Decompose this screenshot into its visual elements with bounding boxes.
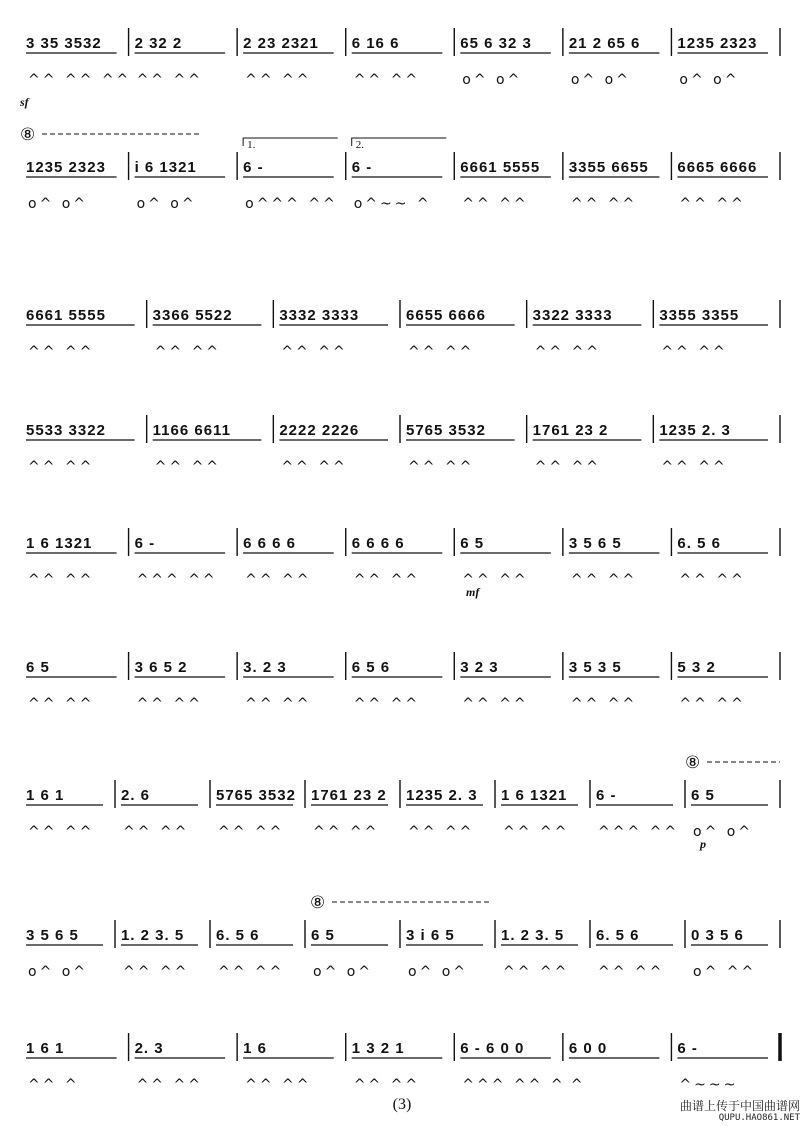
articulation-marks: o^ o^ bbox=[693, 824, 754, 840]
jianpu-notes: 6. 5 6 bbox=[596, 927, 640, 944]
articulation-marks: ^^ ^^ bbox=[281, 459, 348, 475]
jianpu-notes: 2 32 2 bbox=[134, 35, 183, 52]
jianpu-notes: 6665 6666 bbox=[677, 159, 758, 176]
jianpu-notes: i 6 1321 bbox=[134, 159, 197, 176]
dynamic-marking: p bbox=[700, 837, 706, 851]
articulation-marks: ^^ ^^ bbox=[408, 824, 475, 840]
articulation-marks: ^^ ^^ bbox=[136, 1077, 203, 1090]
dynamic-marking: mf bbox=[466, 585, 480, 599]
jianpu-notes: 6 0 0 bbox=[568, 1040, 608, 1057]
articulation-marks: o^ o^ bbox=[679, 72, 740, 88]
jianpu-notes: 6 6 6 6 bbox=[351, 535, 405, 552]
jianpu-notes: 6. 5 6 bbox=[216, 927, 260, 944]
jianpu-notes: 3366 5522 bbox=[152, 307, 233, 324]
articulation-marks: ^^ ^^ bbox=[570, 572, 638, 588]
articulation-marks: ^^ ^^ bbox=[245, 696, 312, 712]
articulation-marks: ^^ ^^ bbox=[123, 824, 190, 840]
articulation-marks: ^^ ^^ bbox=[28, 459, 95, 475]
articulation-marks: ^^ ^^ bbox=[570, 696, 638, 712]
jianpu-notes: 6 - 6 0 0 bbox=[460, 1040, 525, 1057]
jianpu-notes: 5765 3532 bbox=[406, 422, 486, 439]
jianpu-notes: 6661 5555 bbox=[460, 159, 541, 176]
jianpu-notes: 3 2 3 bbox=[460, 659, 499, 676]
jianpu-notes: 1761 23 2 bbox=[311, 787, 387, 804]
jianpu-notes: 6 - bbox=[596, 787, 617, 804]
articulation-marks: ^^ ^^ bbox=[245, 72, 312, 88]
articulation-marks: ^^ ^^ bbox=[661, 344, 728, 360]
articulation-marks: ^^ ^^ bbox=[353, 72, 421, 88]
jianpu-notes: 6 5 bbox=[311, 927, 335, 944]
articulation-marks: o^ o^ bbox=[408, 964, 469, 980]
watermark-text: 曲谱上传于中国曲谱网 bbox=[679, 1099, 800, 1113]
octave-marker: ⑧ bbox=[310, 893, 326, 913]
articulation-marks: o^ o^ bbox=[462, 72, 523, 88]
jianpu-notes: 3 35 3532 bbox=[26, 35, 102, 52]
volta-label: 2. bbox=[355, 139, 364, 151]
articulation-marks: ^^ ^^ bbox=[534, 344, 602, 360]
articulation-marks: ^^ ^^ bbox=[353, 572, 421, 588]
articulation-marks: ^^ ^^ ^^ bbox=[28, 72, 132, 88]
articulation-marks: ^^ ^^ bbox=[136, 72, 203, 88]
jianpu-notes: 1 6 bbox=[243, 1040, 268, 1057]
articulation-marks: ^^ ^^ bbox=[462, 696, 529, 712]
articulation-marks: ^^ ^^ bbox=[154, 459, 222, 475]
articulation-marks: ^^ ^^ bbox=[679, 696, 746, 712]
articulation-marks: ^^ ^^ bbox=[503, 824, 570, 840]
articulation-marks: ^^ ^^ bbox=[462, 572, 529, 588]
jianpu-notes: 5765 3532 bbox=[216, 787, 296, 804]
jianpu-notes: 2. 3 bbox=[134, 1040, 164, 1057]
jianpu-notes: 6661 5555 bbox=[26, 307, 106, 324]
jianpu-notes: 1 6 1321 bbox=[26, 535, 93, 552]
jianpu-notes: 1166 6611 bbox=[152, 422, 231, 439]
jianpu-notes: 3 6 5 2 bbox=[134, 659, 188, 676]
page-number: (3) bbox=[392, 1096, 412, 1113]
jianpu-notes: 1. 2 3. 5 bbox=[501, 927, 565, 944]
articulation-marks: ^^^ ^^ bbox=[598, 824, 680, 840]
jianpu-notes: 3 5 6 5 bbox=[26, 927, 79, 944]
jianpu-notes: 3322 3333 bbox=[532, 307, 613, 324]
articulation-marks: ^^^ ^^ bbox=[136, 572, 218, 588]
jianpu-notes: 6 16 6 bbox=[351, 35, 400, 52]
jianpu-notes: 1 6 1321 bbox=[501, 787, 568, 804]
articulation-marks: ^^ ^^ bbox=[661, 459, 728, 475]
jianpu-notes: 0 3 5 6 bbox=[691, 927, 744, 944]
jianpu-notes: 6 5 6 bbox=[351, 659, 391, 676]
jianpu-notes: 6 - bbox=[351, 159, 373, 176]
jianpu-notes: 1 6 1 bbox=[26, 1040, 65, 1057]
jianpu-notes: 1235 2. 3 bbox=[659, 422, 731, 439]
articulation-marks: ^^ ^^ bbox=[281, 344, 348, 360]
articulation-marks: ^^ ^^ bbox=[598, 964, 665, 980]
articulation-marks: ^^ ^^ bbox=[154, 344, 222, 360]
jianpu-notes: 1761 23 2 bbox=[532, 422, 609, 439]
articulation-marks: ^^ ^^ bbox=[245, 572, 312, 588]
jianpu-notes: 3355 6655 bbox=[568, 159, 649, 176]
articulation-marks: o^ o^ bbox=[313, 964, 374, 980]
jianpu-notes: 3355 3355 bbox=[659, 307, 740, 324]
jianpu-notes: 6 - bbox=[243, 159, 264, 176]
articulation-marks: ^^ ^^ bbox=[123, 964, 190, 980]
jianpu-notes: 2 23 2321 bbox=[243, 35, 319, 52]
articulation-marks: o^ o^ bbox=[28, 964, 89, 980]
articulation-marks: ^^ ^^ bbox=[218, 964, 285, 980]
jianpu-notes: 1 6 1 bbox=[26, 787, 65, 804]
articulation-marks: ^^ ^^ bbox=[503, 964, 570, 980]
volta-label: 1. bbox=[247, 139, 256, 151]
articulation-marks: ^^ ^^ bbox=[28, 344, 95, 360]
articulation-marks: o^^^ ^^ bbox=[245, 196, 338, 212]
articulation-marks: ^ bbox=[570, 1077, 586, 1090]
articulation-marks: o^ o^ bbox=[570, 72, 631, 88]
jianpu-notes: 21 2 65 6 bbox=[568, 35, 641, 52]
jianpu-notes: 6 5 bbox=[460, 535, 485, 552]
articulation-marks: ^^ ^^ bbox=[408, 344, 475, 360]
volta-bracket bbox=[243, 138, 338, 146]
jianpu-notes: 3332 3333 bbox=[279, 307, 360, 324]
dynamic-marking: sf bbox=[20, 95, 29, 109]
jianpu-notes: 2222 2226 bbox=[279, 422, 360, 439]
articulation-marks: ^^ ^ bbox=[28, 1077, 80, 1090]
watermark-url: QUPU.HAO861.NET bbox=[718, 1113, 800, 1123]
jianpu-notes: 3 i 6 5 bbox=[406, 927, 455, 944]
jianpu-notes: 5 3 2 bbox=[677, 659, 716, 676]
articulation-marks: ^^ ^^ bbox=[28, 572, 95, 588]
jianpu-notes: 6 - bbox=[677, 1040, 698, 1057]
jianpu-notes: 3. 2 3 bbox=[243, 659, 287, 676]
jianpu-notes: 6655 6666 bbox=[406, 307, 486, 324]
jianpu-notes: 3 5 3 5 bbox=[568, 659, 622, 676]
articulation-marks: ^^ ^^ bbox=[570, 196, 638, 212]
jianpu-notes: 6 5 bbox=[26, 659, 50, 676]
articulation-marks: o^ ^^ bbox=[693, 964, 757, 980]
jianpu-notes: 5533 3322 bbox=[26, 422, 106, 439]
articulation-marks: ^^ ^^ bbox=[408, 459, 475, 475]
volta-bracket bbox=[352, 138, 447, 146]
jianpu-notes: 1235 2323 bbox=[677, 35, 758, 52]
articulation-marks: ^^ ^^ bbox=[353, 696, 421, 712]
articulation-marks: o^~~ ^ bbox=[353, 196, 432, 212]
jianpu-notes: 1. 2 3. 5 bbox=[121, 927, 185, 944]
articulation-marks: ^^ ^^ bbox=[313, 824, 380, 840]
octave-marker: ⑧ bbox=[685, 753, 701, 773]
articulation-marks: ^^ ^^ bbox=[28, 824, 95, 840]
jianpu-notes: 65 6 32 3 bbox=[460, 35, 532, 52]
articulation-marks: ^^ ^^ bbox=[679, 572, 746, 588]
articulation-marks: ^^ ^^ bbox=[462, 196, 529, 212]
jianpu-notes: 6 5 bbox=[691, 787, 715, 804]
articulation-marks: ^^ ^^ bbox=[218, 824, 285, 840]
jianpu-notes: 3 5 6 5 bbox=[568, 535, 622, 552]
watermark bbox=[680, 1100, 800, 1124]
octave-marker: ⑧ bbox=[20, 125, 36, 145]
articulation-marks: o^ o^ bbox=[28, 196, 89, 212]
articulation-marks: ^^ ^^ bbox=[28, 696, 95, 712]
articulation-marks: ^^ ^^ bbox=[245, 1077, 312, 1090]
articulation-marks: ^^ ^^ bbox=[679, 196, 746, 212]
articulation-marks: ^^^ ^^ ^ bbox=[462, 1077, 566, 1090]
jianpu-notes: 1235 2. 3 bbox=[406, 787, 478, 804]
articulation-marks: ^^ ^^ bbox=[353, 1077, 421, 1090]
jianpu-notes: 6. 5 6 bbox=[677, 535, 721, 552]
articulation-marks: ^^ ^^ bbox=[534, 459, 602, 475]
jianpu-notes: 6 6 6 6 bbox=[243, 535, 297, 552]
jianpu-notes: 6 - bbox=[134, 535, 156, 552]
articulation-marks: o^ o^ bbox=[136, 196, 197, 212]
jianpu-notes: 1 3 2 1 bbox=[351, 1040, 405, 1057]
articulation-marks: ^~~~ bbox=[679, 1077, 739, 1090]
jianpu-notes: 2. 6 bbox=[121, 787, 151, 804]
articulation-marks: ^^ ^^ bbox=[136, 696, 203, 712]
jianpu-notes: 1235 2323 bbox=[26, 159, 106, 176]
